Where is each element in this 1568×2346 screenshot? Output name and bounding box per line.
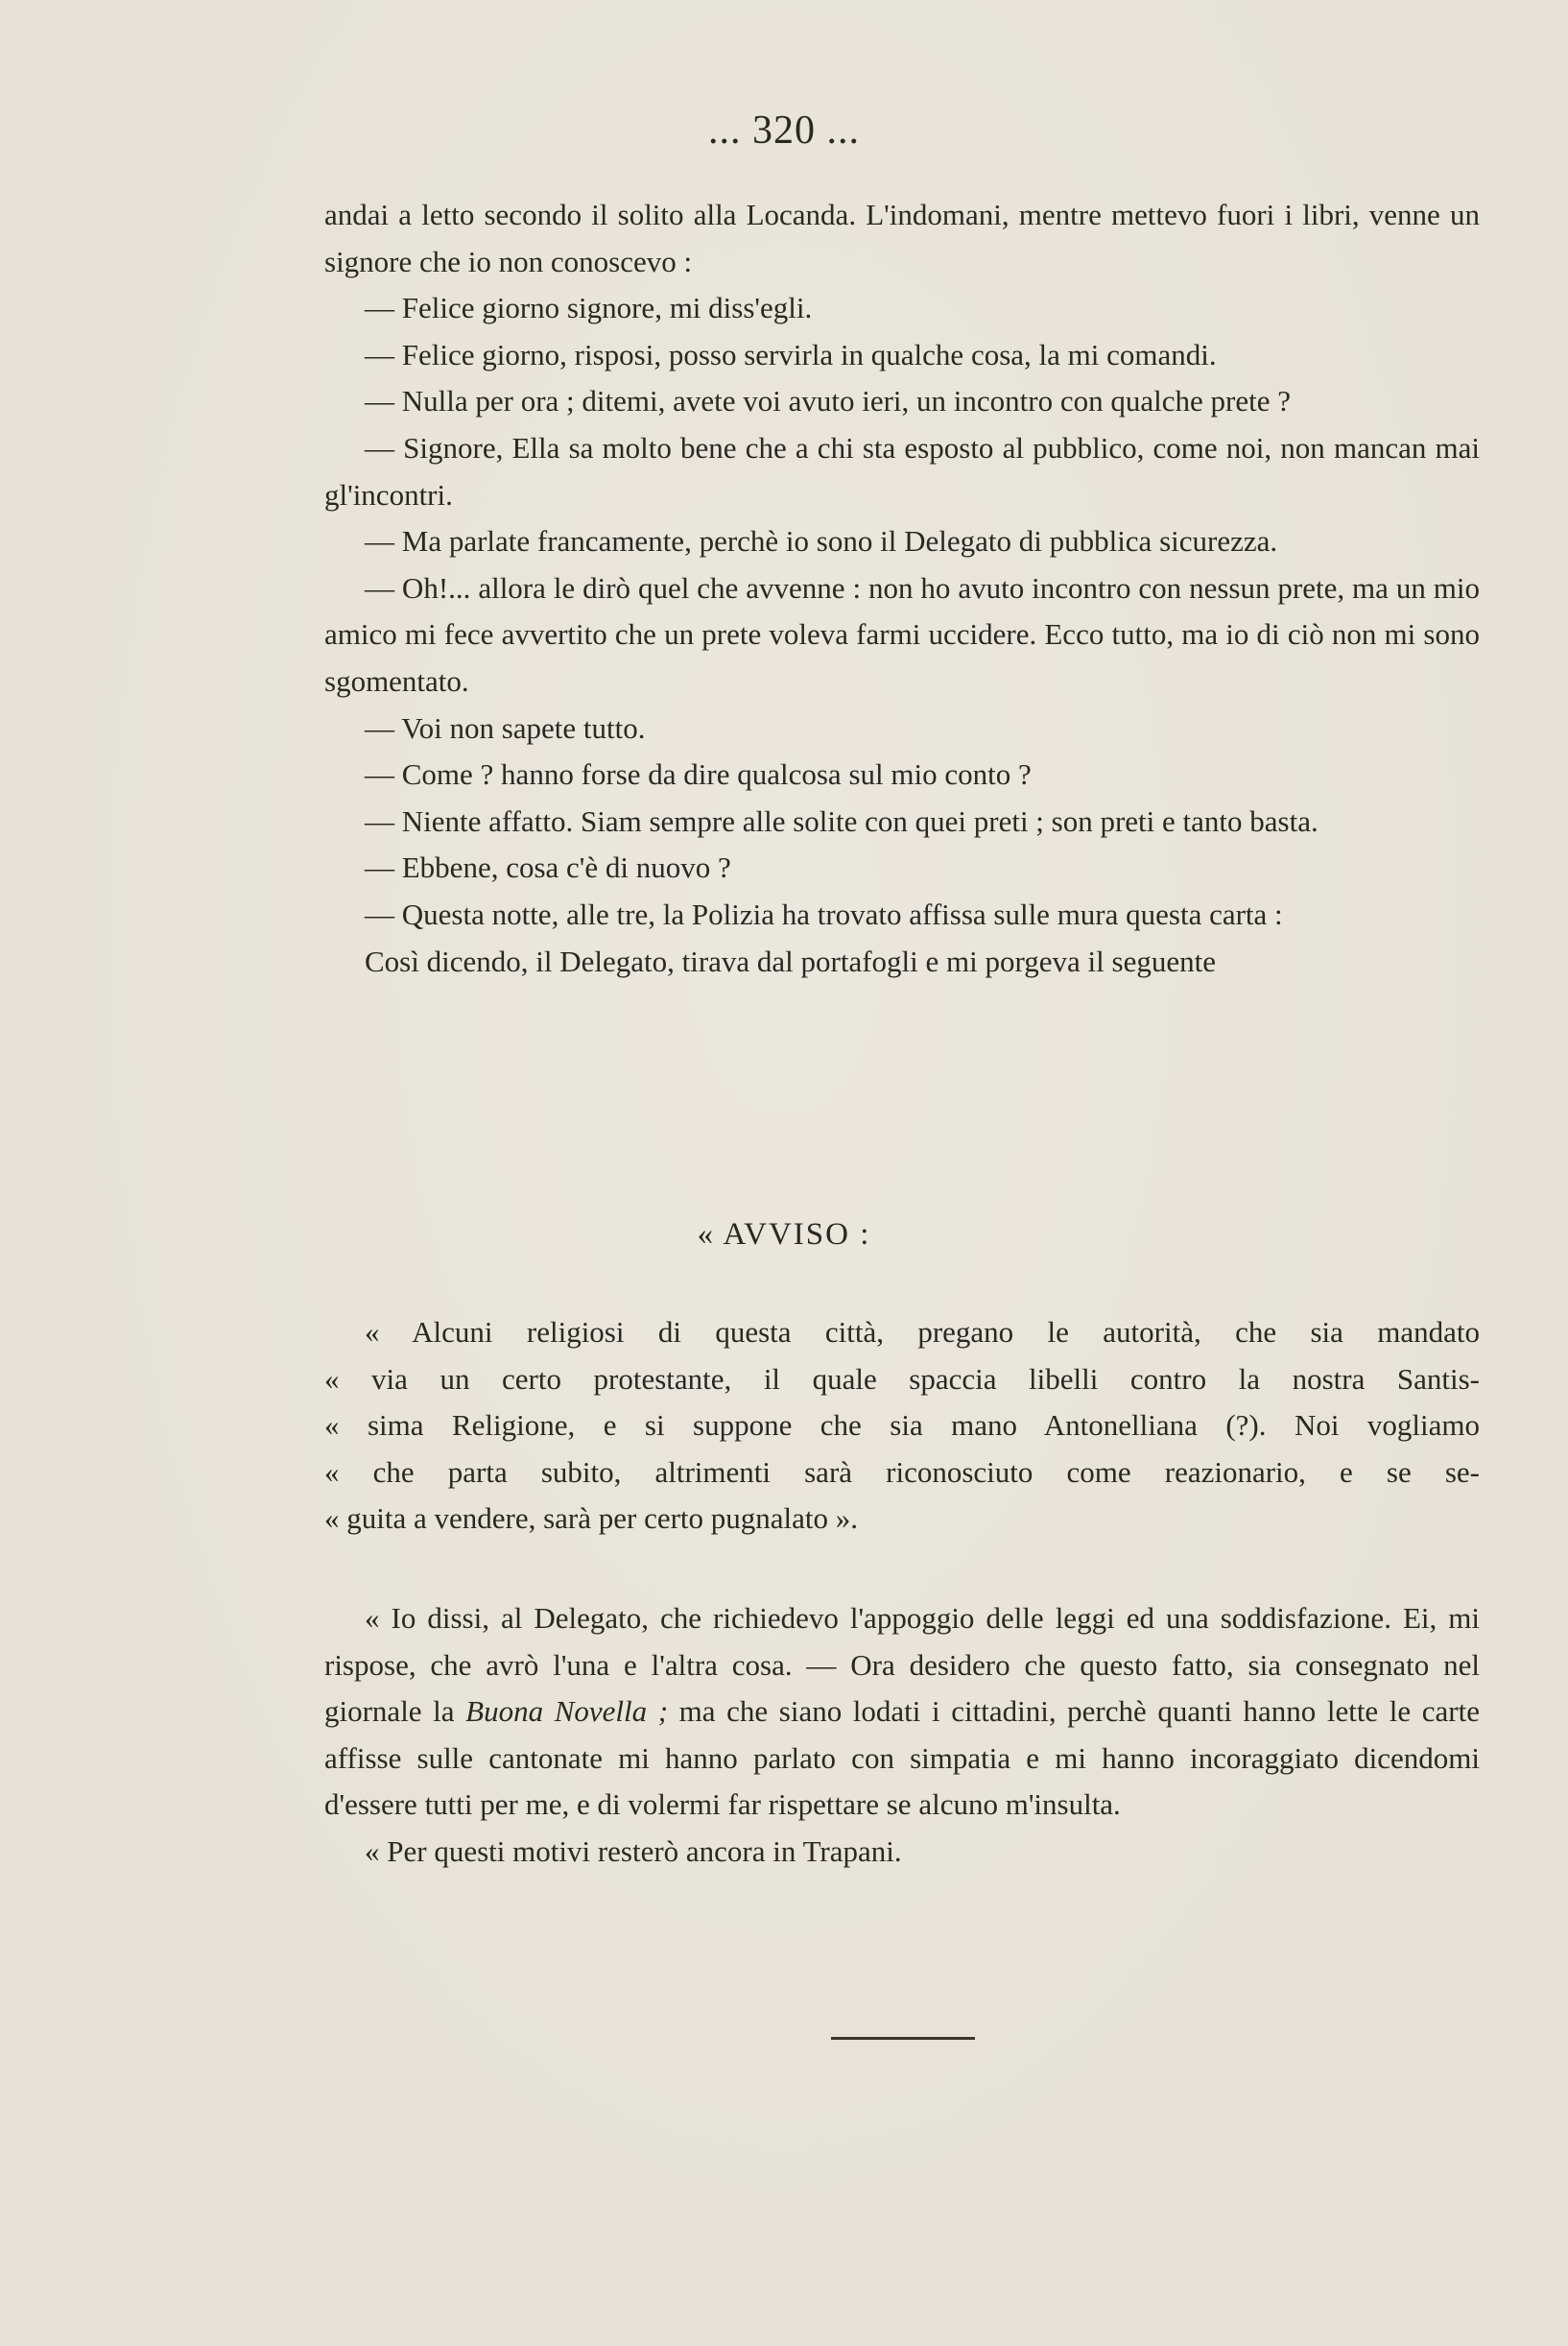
closing-text-start: « Io dissi, al Delegato, che richiedevo l'appoggio delle leggi ed una soddisfazione. Ei, mi rispose, che avrò l'una e l'altra cosa. — Ora desidero che questo fatto, sia consegnato nel giornale la [324,1601,1480,1729]
section-rule [831,2037,975,2040]
closing-text [324,1595,1480,1876]
notice-line: « Alcuni religiosi di questa città, pregano le autorità, che sia mandato [365,1315,1480,1349]
page-number-header: ... 320 ... [708,108,860,153]
paragraph: — Oh!... allora le dirò quel che avvenne : non ho avuto incontro con nessun prete, ma un mio amico mi fece avvertito che un prete voleva farmi uccidere. Ecco tutto, ma io di ciò non mi sono sgomentato. [324,570,1480,698]
paragraph: — Nulla per ora ; ditemi, avete voi avuto ieri, un incontro con qualche prete ? [365,384,1291,419]
paragraph: — Voi non sapete tutto. [365,710,646,745]
closing-paragraph: « Per questi motivi resterò ancora in Trapani. [365,1833,902,1868]
paragraph: — Felice giorno, risposi, posso servirla in qualche cosa, la mi comandi. [365,337,1217,371]
paragraph: — Felice giorno signore, mi diss'egli. [365,291,813,325]
paragraph: Così dicendo, il Delegato, tirava dal portafogli e mi porgeva il seguente [365,944,1216,978]
paragraph: — Ebbene, cosa c'è di nuovo ? [365,850,731,885]
paragraph: — Niente affatto. Siam sempre alle solite con quei preti ; son preti e tanto basta. [365,803,1319,838]
newspaper-title: Buona Novella ; [465,1694,669,1729]
paragraph: — Come ? hanno forse da dire qualcosa sul mio conto ? [365,757,1032,792]
closing-text-end: ma che siano lodati i cittadini, perchè quanti hanno lette le carte affisse sulle cantonate mi hanno parlato con simpatia e mi hanno incoraggiato dicendomi d'essere tutti per me, e di volermi far rispettare se alcuno m'insulta. [324,1694,1480,1822]
paragraph: — Questa notte, alle tre, la Polizia ha trovato affissa sulle mura questa carta : [365,897,1283,931]
paragraph: andai a letto secondo il solito alla Locanda. L'indomani, mentre mettevo fuori i libri, venne un signore che io non conoscevo : [324,198,1480,278]
dialogue-text [324,192,1480,985]
notice-line: « che parta subito, altrimenti sarà riconosciuto come reazionario, e se se- [324,1454,1480,1489]
paragraph: — Ma parlate francamente, perchè io sono il Delegato di pubblica sicurezza. [365,524,1278,559]
notice-text [324,1309,1480,1543]
paragraph: — Signore, Ella sa molto bene che a chi sta esposto al pubblico, come noi, non mancan mai gl'incontri. [324,430,1480,512]
closing-paragraph [324,1595,1480,1829]
notice-line: « sima Religione, e si suppone che sia mano Antonelliana (?). Noi vogliamo [324,1408,1480,1443]
notice-line: « guita a vendere, sarà per certo pugnalato ». [324,1501,859,1536]
notice-line: « via un certo protestante, il quale spaccia libelli contro la nostra Santis- [324,1361,1480,1396]
notice-title: « AVVISO : [697,1217,871,1252]
